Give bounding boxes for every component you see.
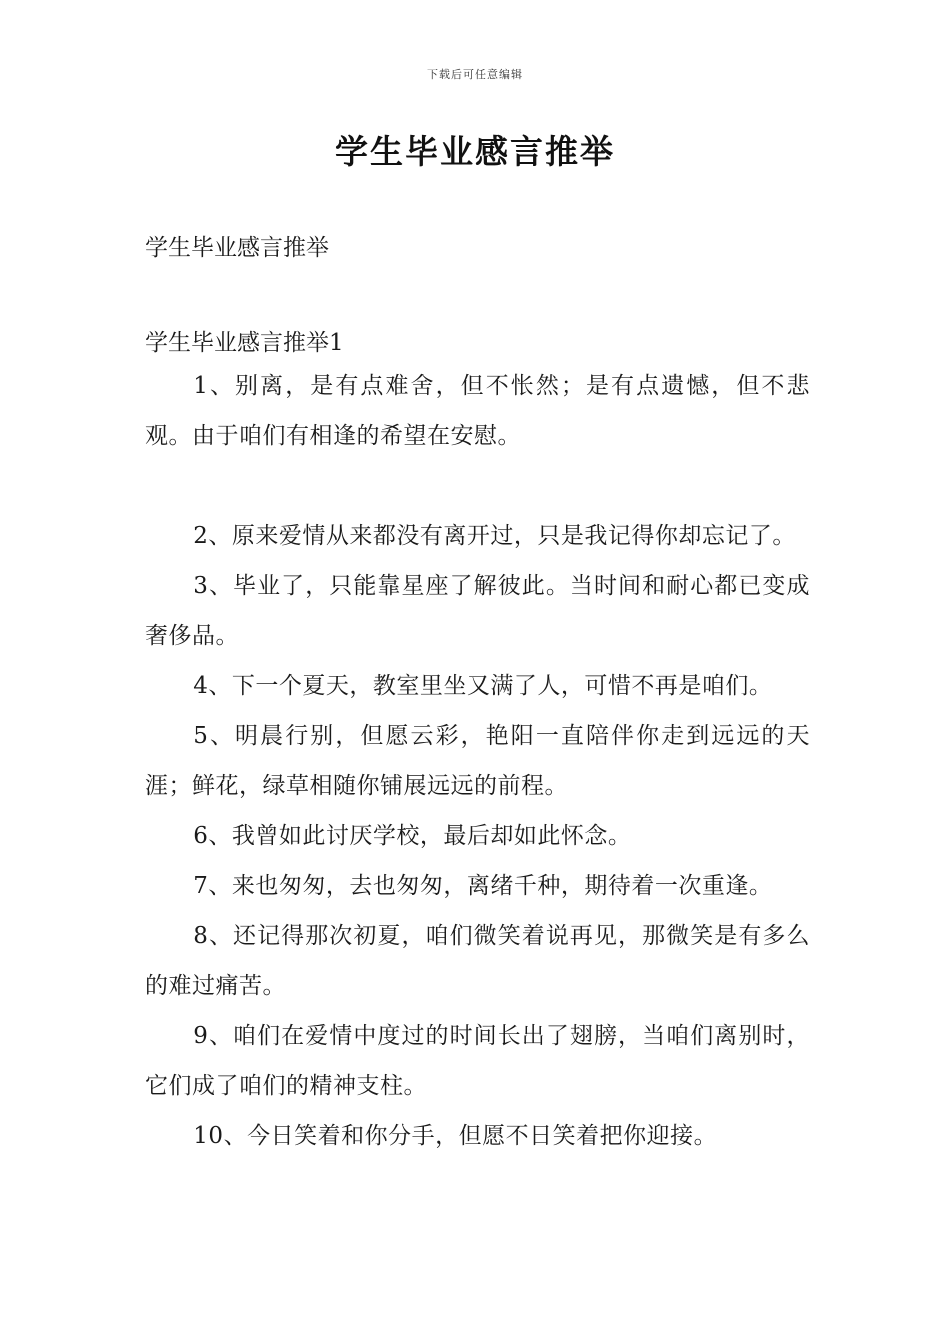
list-item: 1、别离，是有点难舍，但不怅然；是有点遗憾，但不悲观。由于咱们有相逢的希望在安慰。: [145, 373, 810, 449]
list-item: 7、来也匆匆，去也匆匆，离绪千种，期待着一次重逢。: [193, 873, 773, 899]
document-body: [145, 229, 810, 1161]
list-item: 10、今日笑着和你分手，但愿不日笑着把你迎接。: [193, 1123, 718, 1149]
list-item: 8、还记得那次初夏，咱们微笑着说再见，那微笑是有多么的难过痛苦。: [145, 923, 810, 999]
header-note: 下载后可任意编辑: [427, 68, 523, 81]
document-title: 学生毕业感言推举: [335, 132, 615, 171]
list-item: 2、原来爱情从来都没有离开过，只是我记得你却忘记了。: [193, 523, 796, 549]
subtitle: 学生毕业感言推举: [145, 235, 329, 261]
list-item: 9、咱们在爱情中度过的时间长出了翅膀，当咱们离别时，它们成了咱们的精神支柱。: [145, 1023, 810, 1099]
list-item: 6、我曾如此讨厌学校，最后却如此怀念。: [193, 823, 632, 849]
list-item: 3、毕业了，只能靠星座了解彼此。当时间和耐心都已变成奢侈品。: [145, 573, 810, 649]
section-heading: 学生毕业感言推举1: [145, 330, 344, 356]
list-item: 4、下一个夏天，教室里坐又满了人，可惜不再是咱们。: [193, 673, 773, 699]
list-item: 5、明晨行别，但愿云彩，艳阳一直陪伴你走到远远的天涯；鲜花，绿草相随你铺展远远的前程。: [145, 723, 810, 799]
